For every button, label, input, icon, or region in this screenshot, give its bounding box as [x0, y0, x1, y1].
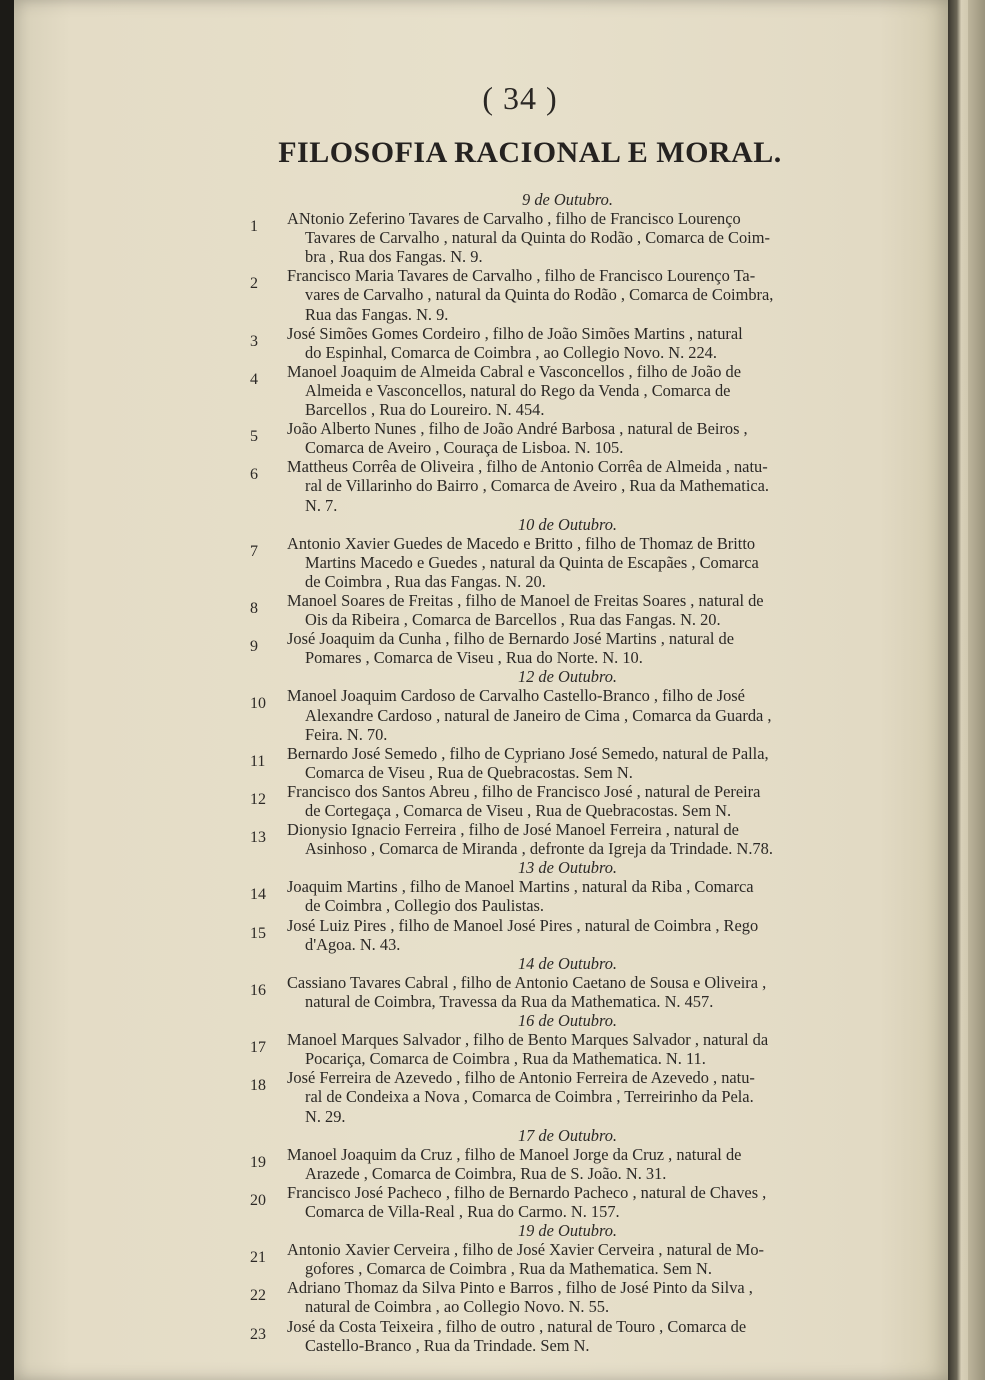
date-heading: 19 de Outubro. [517, 1221, 618, 1241]
list-item [250, 744, 825, 782]
entry-line: bra , Rua dos Fangas. N. 9. [305, 247, 483, 267]
list-item [250, 1030, 825, 1068]
entry-number: 3 [250, 332, 258, 350]
list-item [250, 820, 825, 858]
page-gutter [948, 0, 970, 1380]
entry-line: José Joaquim da Cunha , filho de Bernardo José Martins , natural de [287, 629, 735, 649]
entry-line: José Simões Gomes Cordeiro , filho de João Simões Martins , natural [287, 323, 743, 343]
entry-number: 13 [250, 829, 266, 847]
list-item [250, 1240, 825, 1278]
entry-number: 21 [250, 1249, 266, 1267]
entry-line: José Ferreira de Azevedo , filho de Antonio Ferreira de Azevedo , natu- [287, 1068, 755, 1088]
entry-number: 9 [250, 638, 258, 656]
entry-line: Manoel Joaquim Cardoso de Carvalho Castello-Branco , filho de José [287, 686, 745, 706]
list-item [250, 1145, 825, 1183]
list-item [250, 362, 825, 419]
entry-line: Manoel Joaquim da Cruz , filho de Manoel Jorge da Cruz , natural de [287, 1144, 742, 1164]
entry-line: Mattheus Corrêa de Oliveira , filho de Antonio Corrêa de Almeida , natu- [287, 457, 768, 477]
entry-line: ral de Villarinho do Bairro , Comarca de Aveiro , Rua da Mathematica. [305, 476, 770, 496]
entry-line: José da Costa Teixeira , filho de outro , natural de Touro , Comarca de [287, 1316, 747, 1336]
register-list [250, 190, 825, 1355]
entry-number: 22 [250, 1287, 266, 1305]
entry-line: Tavares de Carvalho , natural da Quinta do Rodão , Comarca de Coim- [305, 228, 770, 248]
list-item [250, 877, 825, 915]
entry-line: N. 29. [305, 1106, 346, 1126]
entry-line: Martins Macedo e Guedes , natural da Quinta de Escapães , Comarca [305, 552, 759, 572]
entry-line: Rua das Fangas. N. 9. [305, 304, 449, 324]
entry-line: Manoel Soares de Freitas , filho de Manoel de Freitas Soares , natural de [287, 590, 764, 610]
entry-line: gofores , Comarca de Coimbra , Rua da Mathematica. Sem N. [305, 1259, 712, 1279]
entry-number: 18 [250, 1077, 266, 1095]
entry-line: d'Agoa. N. 43. [305, 934, 401, 954]
entry-number: 6 [250, 466, 258, 484]
entry-line: Manoel Joaquim de Almeida Cabral e Vasconcellos , filho de João de [287, 361, 741, 381]
list-item [250, 1317, 825, 1355]
entry-line: Francisco dos Santos Abreu , filho de Francisco José , natural de Pereira [287, 781, 761, 801]
entry-line: Cassiano Tavares Cabral , filho de Antonio Caetano de Sousa e Oliveira , [287, 972, 767, 992]
entry-number: 4 [250, 370, 258, 388]
entry-line: Adriano Thomaz da Silva Pinto e Barros , filho de José Pinto da Silva , [287, 1278, 753, 1298]
entry-line: de Coimbra , Rua das Fangas. N. 20. [305, 571, 546, 591]
entry-line: Arazede , Comarca de Coimbra, Rua de S. João. N. 31. [305, 1163, 667, 1183]
list-item [250, 419, 825, 457]
entry-line: natural de Coimbra , ao Collegio Novo. N. 55. [305, 1297, 610, 1317]
entry-line: N. 7. [305, 495, 338, 515]
date-heading: 10 de Outubro. [517, 514, 618, 534]
entry-line: de Coimbra , Collegio dos Paulistas. [305, 896, 545, 916]
entry-line: Francisco José Pacheco , filho de Bernardo Pacheco , natural de Chaves , [287, 1182, 767, 1202]
entry-line: Joaquim Martins , filho de Manoel Martins , natural da Riba , Comarca [287, 877, 754, 897]
date-heading: 9 de Outubro. [522, 190, 613, 209]
date-heading: 12 de Outubro. [517, 667, 618, 687]
list-item [250, 1278, 825, 1316]
entry-line: Feira. N. 70. [305, 724, 388, 744]
entry-line: Comarca de Viseu , Rua de Quebracostas. Sem N. [305, 762, 633, 782]
list-item [250, 629, 825, 667]
entry-line: Francisco Maria Tavares de Carvalho , filho de Francisco Lourenço Ta- [287, 266, 756, 286]
entry-number: 7 [250, 542, 258, 560]
entry-line: Comarca de Aveiro , Couraça de Lisboa. N. 105. [305, 438, 624, 458]
entry-line: Alexandre Cardoso , natural de Janeiro de Cima , Comarca da Guarda , [305, 705, 772, 725]
entry-line: vares de Carvalho , natural da Quinta do Rodão , Comarca de Coimbra, [305, 285, 774, 305]
entry-line: Antonio Xavier Cerveira , filho de José Xavier Cerveira , natural de Mo- [287, 1240, 764, 1260]
list-item [250, 591, 825, 629]
entry-line: de Cortegaça , Comarca de Viseu , Rua de Quebracostas. Sem N. [305, 801, 732, 820]
page-title: FILOSOFIA RACIONAL E MORAL. [278, 136, 782, 169]
list-item [250, 266, 825, 323]
entry-number: 20 [250, 1191, 266, 1209]
list-item [250, 209, 825, 266]
entry-number: 14 [250, 886, 266, 904]
date-heading: 14 de Outubro. [517, 953, 618, 973]
entry-line: Asinhoso , Comarca de Miranda , defronte da Igreja da Trindade. N.78. [305, 839, 773, 859]
list-item [250, 973, 825, 1011]
entry-number: 8 [250, 599, 258, 617]
entry-number: 1 [250, 218, 258, 236]
entry-line: João Alberto Nunes , filho de João André Barbosa , natural de Beiros , [287, 419, 748, 439]
list-item [250, 782, 825, 820]
list-item [250, 324, 825, 362]
entry-line: do Espinhal, Comarca de Coimbra , ao Collegio Novo. N. 224. [305, 342, 717, 362]
entry-line: natural de Coimbra, Travessa da Rua da Mathematica. N. 457. [305, 991, 714, 1011]
entry-number: 11 [250, 752, 266, 770]
entry-line: Pomares , Comarca de Viseu , Rua do Norte. N. 10. [305, 648, 643, 668]
list-item [250, 457, 825, 514]
entry-number: 19 [250, 1153, 266, 1171]
entry-line: Castello-Branco , Rua da Trindade. Sem N. [305, 1335, 590, 1355]
entry-line: Comarca de Villa-Real , Rua do Carmo. N. 157. [305, 1201, 620, 1221]
list-item [250, 686, 825, 743]
entry-number: 10 [250, 695, 266, 713]
entry-line: Pocariça, Comarca de Coimbra , Rua da Mathematica. N. 11. [305, 1049, 706, 1069]
list-item [250, 916, 825, 954]
entry-line: Bernardo José Semedo , filho de Cypriano José Semedo, natural de Palla, [287, 743, 769, 763]
entry-number: 15 [250, 924, 266, 942]
entry-line: ANtonio Zeferino Tavares de Carvalho , filho de Francisco Lourenço [287, 209, 741, 229]
entry-number: 12 [250, 790, 266, 808]
entry-line: José Luiz Pires , filho de Manoel José Pires , natural de Coimbra , Rego [287, 915, 759, 935]
list-item [250, 1183, 825, 1221]
entry-line: Almeida e Vasconcellos, natural do Rego da Venda , Comarca de [305, 380, 731, 400]
date-heading: 16 de Outubro. [517, 1011, 618, 1031]
entry-number: 16 [250, 981, 266, 999]
date-heading: 13 de Outubro. [517, 858, 618, 878]
entry-line: ral de Condeixa a Nova , Comarca de Coimbra , Terreirinho da Pela. [305, 1087, 754, 1107]
entry-line: Ois da Ribeira , Comarca de Barcellos , Rua das Fangas. N. 20. [305, 610, 721, 630]
entry-line: Manoel Marques Salvador , filho de Bento Marques Salvador , natural da [287, 1030, 769, 1050]
entry-line: Antonio Xavier Guedes de Macedo e Britto , filho de Thomaz de Britto [287, 533, 756, 553]
date-heading: 17 de Outubro. [517, 1125, 618, 1145]
entry-number: 5 [250, 428, 258, 446]
entry-line: Dionysio Ignacio Ferreira , filho de José Manoel Ferreira , natural de [287, 820, 739, 840]
entry-number: 23 [250, 1325, 266, 1343]
entry-number: 17 [250, 1039, 266, 1057]
page-number: ( 34 ) [482, 80, 558, 116]
entry-number: 2 [250, 275, 258, 293]
list-item [250, 534, 825, 591]
list-item [250, 1068, 825, 1125]
facing-page-edge [968, 0, 985, 1380]
entry-line: Barcellos , Rua do Loureiro. N. 454. [305, 400, 545, 420]
